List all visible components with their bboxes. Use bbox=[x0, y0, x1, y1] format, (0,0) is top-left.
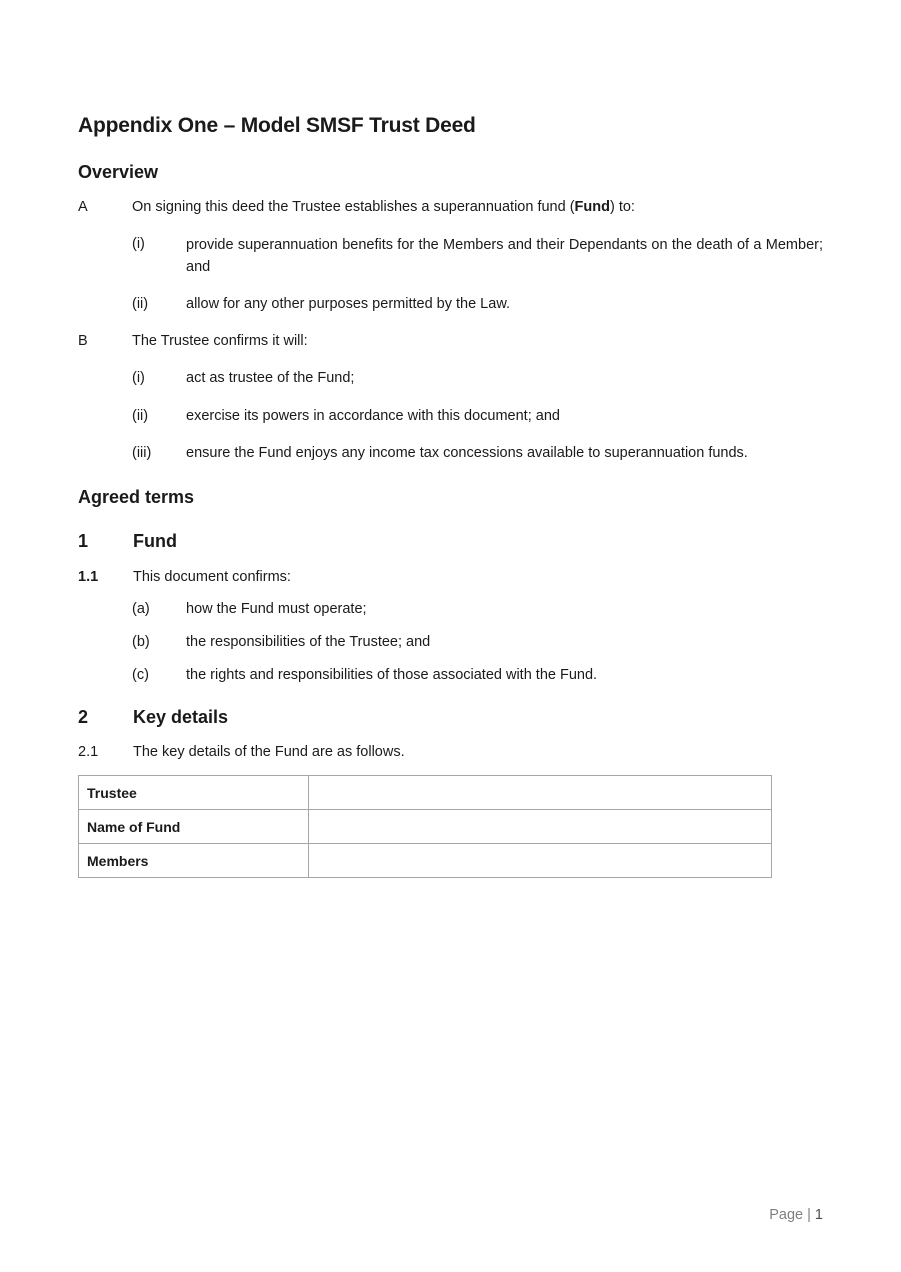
page-number: 1 bbox=[814, 1207, 823, 1223]
fund-defined-term: Fund bbox=[574, 199, 610, 215]
document-title: Appendix One – Model SMSF Trust Deed bbox=[78, 114, 476, 137]
table-label-cell: Name of Fund bbox=[79, 810, 309, 844]
clause-1-1-number: 1.1 bbox=[78, 569, 99, 585]
recital-b-item-marker: (ii) bbox=[132, 408, 149, 424]
clause-1-1-item-marker: (c) bbox=[132, 667, 149, 683]
section-1-heading: Fund bbox=[133, 531, 177, 551]
table-row bbox=[79, 810, 772, 844]
recital-a-text: On signing this deed the Trustee establishes a superannuation fund (Fund) to: bbox=[132, 199, 635, 215]
table-value-cell bbox=[309, 776, 772, 810]
recital-a-item-marker: (i) bbox=[132, 236, 145, 252]
table-label-cell: Trustee bbox=[79, 776, 309, 810]
recital-a-item-text: provide superannuation benefits for the Members and their Dependants on the death of a Member; and bbox=[186, 237, 823, 275]
table-label-cell: Members bbox=[79, 844, 309, 878]
table-row bbox=[79, 776, 772, 810]
overview-heading: Overview bbox=[78, 162, 159, 182]
page-separator: | bbox=[807, 1207, 811, 1223]
recital-b-item-text: exercise its powers in accordance with this document; and bbox=[186, 408, 560, 424]
table-value-cell bbox=[309, 844, 772, 878]
recital-b-item-marker: (iii) bbox=[132, 445, 152, 461]
clause-1-1-text: This document confirms: bbox=[133, 569, 291, 585]
section-2-heading: Key details bbox=[133, 707, 229, 727]
recital-a-item-marker: (ii) bbox=[132, 296, 149, 312]
clause-2-1-number: 2.1 bbox=[78, 744, 99, 760]
clause-2-1-text: The key details of the Fund are as follows. bbox=[133, 744, 405, 760]
section-1-number: 1 bbox=[78, 531, 89, 551]
clause-1-1-item-text: the responsibilities of the Trustee; and bbox=[186, 634, 431, 650]
clause-1-1-item-text: the rights and responsibilities of those associated with the Fund. bbox=[186, 667, 598, 683]
section-2-number: 2 bbox=[78, 707, 89, 727]
key-details-table bbox=[78, 775, 772, 878]
recital-a-marker: A bbox=[78, 199, 88, 215]
clause-1-1-item-text: how the Fund must operate; bbox=[186, 601, 367, 617]
recital-b-text: The Trustee confirms it will: bbox=[132, 333, 308, 349]
recital-b-marker: B bbox=[78, 333, 88, 349]
agreed-terms-heading: Agreed terms bbox=[78, 487, 195, 507]
recital-a-item-text: allow for any other purposes permitted by the Law. bbox=[186, 296, 511, 312]
clause-1-1-item-marker: (b) bbox=[132, 634, 150, 650]
table-row bbox=[79, 844, 772, 878]
table-value-cell bbox=[309, 810, 772, 844]
page-number-footer bbox=[769, 1207, 823, 1223]
recital-b-item-text: act as trustee of the Fund; bbox=[186, 370, 355, 386]
page-label: Page bbox=[769, 1207, 804, 1223]
recital-b-item-marker: (i) bbox=[132, 370, 145, 386]
recital-b-item-text: ensure the Fund enjoys any income tax concessions available to superannuation funds. bbox=[186, 445, 748, 461]
clause-1-1-item-marker: (a) bbox=[132, 601, 150, 617]
